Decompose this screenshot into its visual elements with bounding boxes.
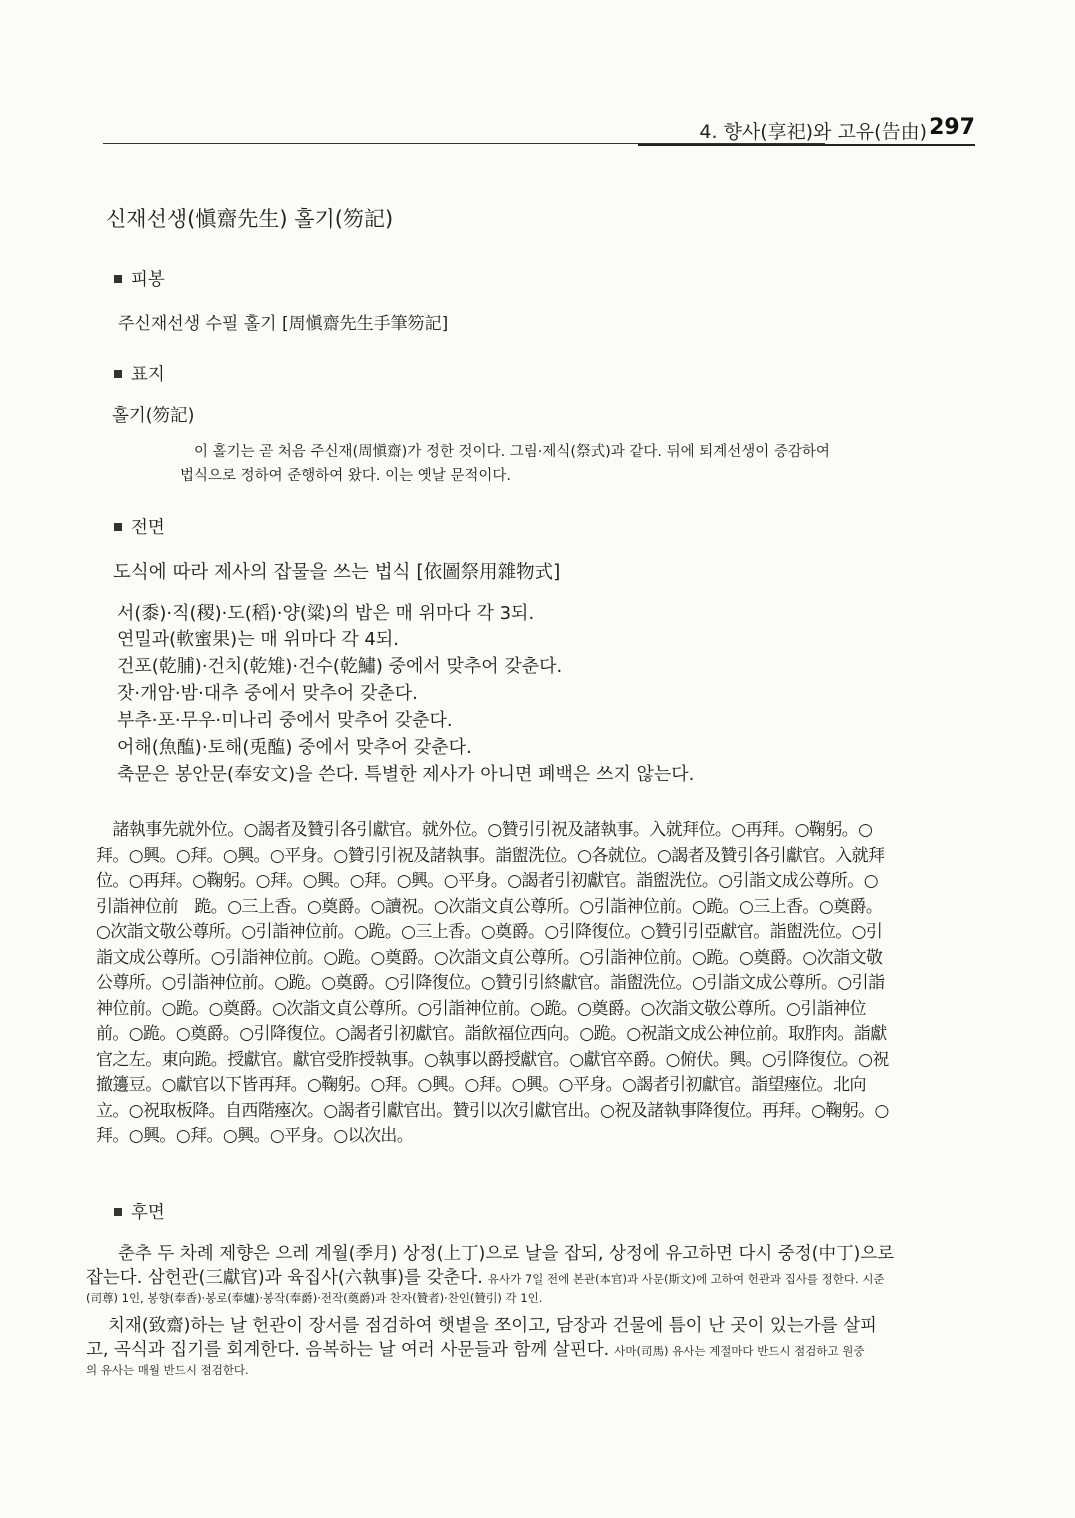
hanja-line: 前。○跪。○奠爵。○引降復位。○謁者引初獻官。詣飮福位西向。○跪。○祝詣文成公神位前。取胙肉。詣獻 [96,1024,887,1044]
humyeon-line: 치재(致齋)하는 날 헌관이 장서를 점검하여 햇볕을 쪼이고, 담장과 건물에 틈이 난 곳이 있는가를 살피 [108,1316,877,1336]
humyeon-subnote: 유사가 7일 전에 본관(本官)과 사문(斯文)에 고하여 헌관과 집사를 정한다. 시준 [487,1272,885,1286]
humyeon-subnote: 사마(司馬) 유사는 계절마다 반드시 점검하고 원중 [614,1344,865,1358]
pyoji-label: 홀기(笏記) [112,406,195,426]
chapter-title: 4. 향사(享祀)와 고유(告由) [699,121,927,143]
list-item: 서(黍)·직(稷)·도(稻)·양(粱)의 밥은 매 위마다 각 3되. [117,603,535,624]
section-heading-humyeon [114,1199,165,1224]
bullet-square-icon [114,1208,122,1216]
humyeon-subnote-line: 의 유사는 매월 반드시 점검한다. [86,1363,249,1377]
list-item: 건포(乾脯)·건치(乾雉)·건수(乾鱐) 중에서 맞추어 갖춘다. [117,656,563,677]
bullet-square-icon [114,275,122,283]
pyoji-note-line2: 법식으로 정하여 준행하여 왔다. 이는 옛날 문적이다. [180,468,512,484]
hanja-line: 引詣神位前 跪。○三上香。○奠爵。○讀祝。○次詣文貞公尊所。○引詣神位前。○跪。○三上香。○奠爵。 [96,896,883,917]
humyeon-text: 고, 곡식과 집기를 회계한다. 음복하는 날 여러 사문들과 함께 살핀다. [86,1340,610,1360]
list-item: 연밀과(軟蜜果)는 매 위마다 각 4되. [117,629,399,650]
hanja-line: 位。○再拜。○鞠躬。○拜。○興。○拜。○興。○平身。○謁者引初獻官。詣盥洗位。○引詣文成公尊所。○ [96,871,878,891]
pyoji-note [180,440,975,488]
section-heading-label: 전면 [131,518,165,538]
hanja-ritual-text [96,815,971,1147]
running-head [103,115,975,151]
humyeon-paragraph [86,1240,976,1384]
header-rule-thick [638,144,975,146]
list-item: 축문은 봉안문(奉安文)을 쓴다. 특별한 제사가 아니면 폐백은 쓰지 않는다. [117,764,695,785]
bullet-square-icon [114,523,122,531]
hanja-line: 公尊所。○引詣神位前。○跪。○奠爵。○引降復位。○贊引引終獻官。詣盥洗位。○引詣文成公尊所。○引詣 [96,973,885,993]
hanja-line: 諸執事先就外位。○謁者及贊引各引獻官。就外位。○贊引引祝及諸執事。入就拜位。○再拜。○鞠躬。○ [96,820,873,840]
section-heading-pyoji [114,361,165,386]
section-heading-label: 후면 [131,1203,165,1223]
section-heading-label: 피봉 [131,270,165,290]
document-title: 신재선생(愼齋先生) 홀기(笏記) [106,207,394,231]
list-item: 어해(魚醢)·토해(兎醢) 중에서 맞추어 갖춘다. [117,737,472,758]
page-number: 297 [929,115,975,140]
hanja-line: 拜。○興。○拜。○興。○平身。○贊引引祝及諸執事。詣盥洗位。○各就位。○謁者及贊引各引獻官。入就拜 [96,845,885,866]
humyeon-line [86,1336,976,1362]
bullet-square-icon [114,370,122,378]
section-heading-label: 표지 [131,365,165,385]
hanja-line: 神位前。○跪。○奠爵。○次詣文貞公尊所。○引詣神位前。○跪。○奠爵。○次詣文敬公尊所。○引詣神位 [96,998,866,1019]
humyeon-line: 춘추 두 차례 제향은 으레 계월(季月) 상정(上丁)으로 날을 잡되, 상정에 유고하면 다시 중정(中丁)으로 [118,1244,895,1264]
pyoji-note-line1: 이 홀기는 곧 처음 주신재(周愼齋)가 정한 것이다. 그림·제식(祭式)과 같다. 뒤에 퇴계선생이 증감하여 [194,444,830,460]
humyeon-subnote-line: (司尊) 1인, 봉향(奉香)·봉로(奉爐)·봉작(奉爵)·전작(奠爵)과 찬자(贊者)·찬인(贊引) 각 1인. [86,1291,543,1305]
humyeon-line [86,1264,976,1290]
hanja-line: 立。○祝取板降。自西階瘞次。○謁者引獻官出。贊引以次引獻官出。○祝及諸執事降復位。再拜。○鞠躬。○ [96,1100,889,1121]
section-heading-jeonmyeon [114,514,165,539]
list-item: 부추·포·무우·미나리 중에서 맞추어 갖춘다. [117,710,453,731]
hanja-line: 詣文成公尊所。○引詣神位前。○跪。○奠爵。○次詣文貞公尊所。○引詣神位前。○跪。○奠爵。○次詣文敬 [96,947,883,968]
hanja-line: 官之左。東向跪。授獻官。獻官受胙授執事。○執事以爵授獻官。○獻官卒爵。○俯伏。興。○引降復位。○祝 [96,1049,889,1070]
list-item: 잣·개암·밤·대추 중에서 맞추어 갖춘다. [117,683,418,704]
hanja-line: ○次詣文敬公尊所。○引詣神位前。○跪。○三上香。○奠爵。○引降復位。○贊引引亞獻官。詣盥洗位。○引 [96,922,883,942]
hanja-line: 撤籩豆。○獻官以下皆再拜。○鞠躬。○拜。○興。○拜。○興。○平身。○謁者引初獻官。詣望瘞位。北向 [96,1075,866,1095]
humyeon-text: 잡는다. 삼헌관(三獻官)과 육집사(六執事)를 갖춘다. [86,1268,483,1288]
hanja-line: 拜。○興。○拜。○興。○平身。○以次出。 [96,1126,414,1146]
section-heading-pibong [114,266,165,291]
pibong-text: 주신재선생 수필 홀기 [周愼齋先生手筆笏記] [118,314,449,334]
jeonmyeon-subtitle: 도식에 따라 제사의 잡물을 쓰는 법식 [依圖祭用雜物式] [113,562,561,583]
